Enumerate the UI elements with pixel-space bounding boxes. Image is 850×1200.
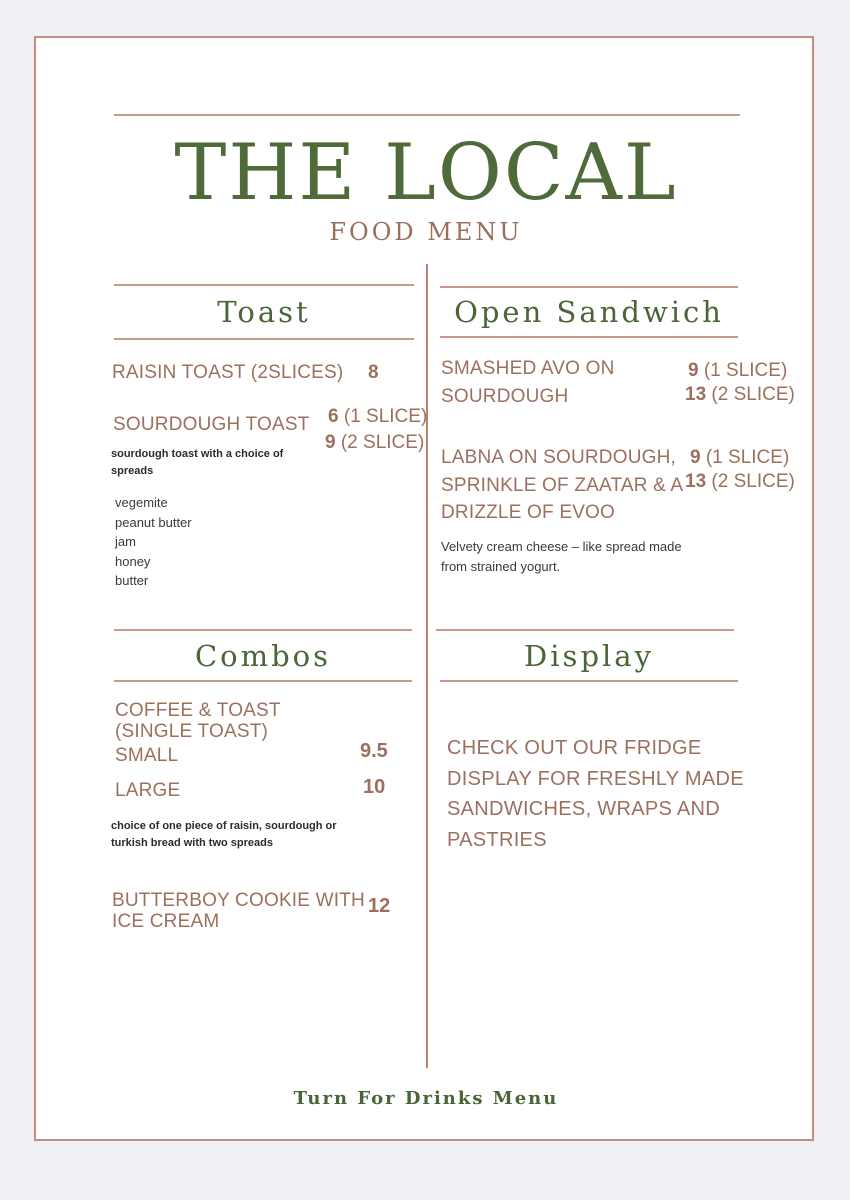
labna-price-2-num: 13 (685, 471, 707, 492)
display-rule-top (436, 629, 734, 631)
smashed-avo-price-2 (685, 382, 795, 408)
sourdough-price-2-num: 9 (325, 432, 336, 453)
menu-subtitle: FOOD MENU (329, 218, 523, 246)
display-line-1: CHECK OUT OUR FRIDGE (447, 737, 702, 759)
sourdough-price-1 (328, 404, 427, 430)
smashed-avo-price-1-num: 9 (688, 360, 699, 381)
sourdough-price-1-unit: (1 SLICE) (343, 406, 428, 427)
labna-description (441, 537, 682, 576)
sourdough-toast-name: SOURDOUGH TOAST (113, 414, 310, 435)
raisin-toast-price: 8 (368, 362, 379, 383)
labna-line-1: LABNA ON SOURDOUGH, (441, 447, 677, 468)
spread-item: peanut butter (115, 514, 192, 530)
coffee-toast-name (115, 700, 281, 742)
combos-section-title: Combos (194, 639, 332, 673)
spread-item: butter (115, 573, 149, 588)
coffee-toast-line-2: (SINGLE TOAST) (115, 721, 269, 742)
labna-name (441, 444, 683, 527)
combo-large-label: LARGE (115, 780, 181, 801)
menu-card (34, 36, 814, 1141)
open-sandwich-rule-top (440, 286, 738, 288)
smashed-avo-line-1: SMASHED AVO ON (441, 358, 615, 379)
labna-price-2-unit: (2 SLICE) (711, 471, 795, 492)
combo-note-line-2: turkish bread with two spreads (111, 836, 273, 849)
turn-for-drinks-link: Turn For Drinks Menu (293, 1088, 559, 1109)
combo-note-line-1: choice of one piece of raisin, sourdough or (111, 820, 337, 832)
smashed-avo-price-1 (688, 358, 787, 384)
smashed-avo-name (441, 356, 615, 409)
spread-item: vegemite (115, 495, 168, 510)
sourdough-note: sourdough toast with a choice of spreads (111, 448, 284, 477)
sourdough-price-2-unit: (2 SLICE) (340, 432, 425, 453)
toast-section-title: Toast (217, 295, 311, 329)
open-sandwich-section-title: Open Sandwich (454, 295, 724, 329)
combos-rule-bottom (114, 680, 412, 682)
menu-title: THE LOCAL (174, 128, 678, 218)
cookie-name (112, 890, 365, 932)
toast-rule-bottom (114, 338, 414, 340)
display-rule-bottom (440, 680, 738, 682)
raisin-toast-name: RAISIN TOAST (2SLICES) (112, 362, 344, 383)
combo-small-price: 9.5 (360, 740, 388, 762)
smashed-avo-price-1-unit: (1 SLICE) (703, 360, 788, 381)
labna-price-1 (690, 445, 789, 471)
sourdough-price-2 (325, 430, 424, 456)
smashed-avo-line-2: SOURDOUGH (441, 385, 569, 407)
combos-rule-top (114, 629, 412, 631)
display-section-title: Display (524, 639, 654, 673)
labna-price-2 (685, 469, 795, 495)
smashed-avo-price-2-num: 13 (685, 384, 707, 405)
spread-item: honey (115, 553, 151, 569)
cookie-line-2: ICE CREAM (112, 911, 220, 932)
labna-line-2: SPRINKLE OF ZAATAR & A (441, 474, 684, 496)
sourdough-price-1-num: 6 (328, 406, 339, 427)
toast-rule-top (114, 284, 414, 286)
combo-small-label: SMALL (115, 745, 179, 766)
coffee-toast-line-1: COFFEE & TOAST (115, 700, 281, 721)
display-line-2: DISPLAY FOR FRESHLY MADE (447, 767, 744, 790)
combo-note (111, 818, 337, 851)
labna-description-line-1: Velvety cream cheese – like spread made (441, 539, 682, 554)
display-line-3: SANDWICHES, WRAPS AND (447, 798, 720, 820)
labna-line-3: DRIZZLE OF EVOO (441, 502, 616, 523)
cookie-price: 12 (368, 895, 391, 917)
labna-price-1-num: 9 (690, 447, 701, 468)
labna-description-line-2: from strained yogurt. (441, 558, 561, 574)
display-description (447, 733, 744, 855)
combo-large-price: 10 (363, 776, 386, 798)
column-divider (426, 264, 428, 1068)
smashed-avo-price-2-unit: (2 SLICE) (711, 384, 795, 405)
display-line-4: PASTRIES (447, 828, 547, 851)
spread-list (115, 493, 192, 591)
spread-item: jam (115, 534, 136, 549)
top-rule (114, 114, 740, 116)
labna-price-1-unit: (1 SLICE) (705, 447, 790, 468)
cookie-line-1: BUTTERBOY COOKIE WITH (112, 890, 365, 911)
open-sandwich-rule-bottom (440, 336, 738, 338)
